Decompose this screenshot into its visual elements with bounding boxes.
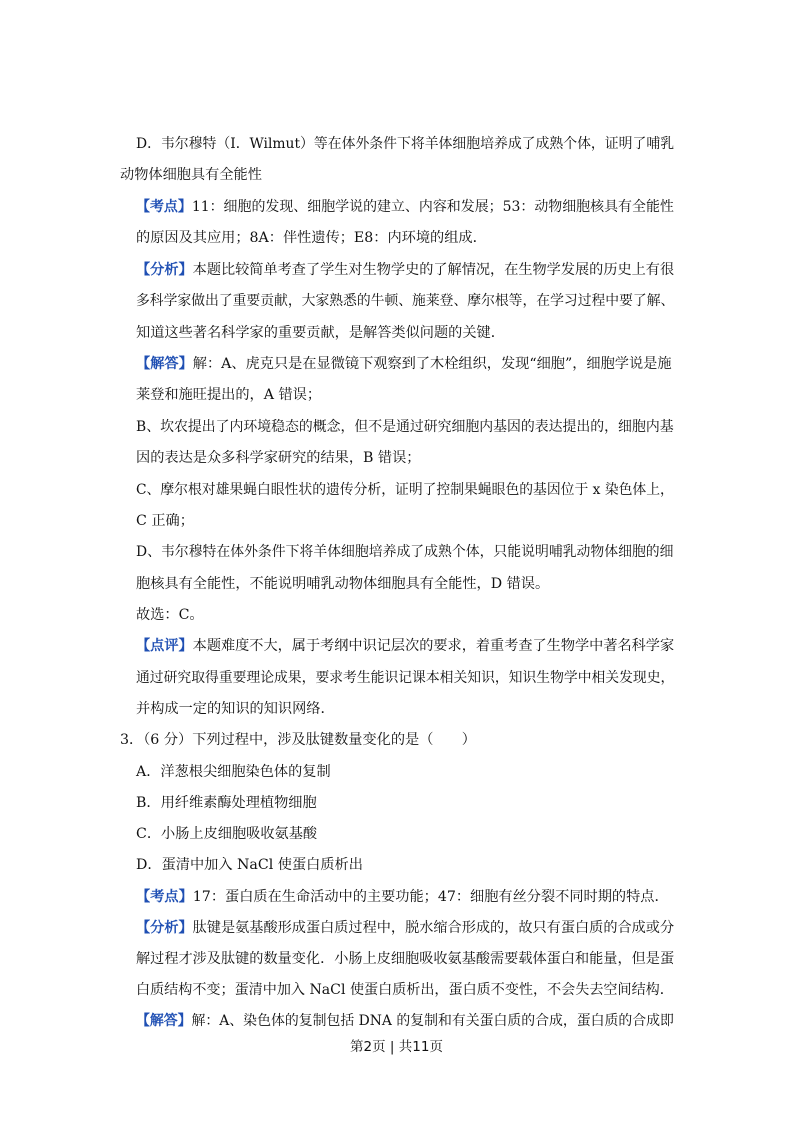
q3-jieda-line-1	[136, 1012, 674, 1030]
jieda-answer: 故选：C。	[136, 607, 204, 623]
kaodian-line-1	[136, 198, 674, 216]
dianping-line-1	[136, 637, 674, 655]
q3-kaodian-tag: 【考点】	[136, 889, 193, 905]
jieda-c-line-1: C、摩尔根对雄果蝇白眼性状的遗传分析，证明了控制果蝇眼色的基因位于 x 染色体上，	[136, 482, 674, 498]
kaodian-tag: 【考点】	[136, 199, 192, 215]
jieda-text: 解：A、虎克只是在显微镜下观察到了木栓组织，发现“细胞”，细胞学说是施	[192, 356, 672, 372]
q3-jieda-text: 解：A、染色体的复制包括 DNA 的复制和有关蛋白质的合成，蛋白质的合成即	[191, 1013, 674, 1029]
jieda-b-line-2: 因的表达是众多科学家研究的结果，B 错误；	[136, 450, 421, 466]
jieda-line-2: 莱登和施旺提出的，A 错误；	[136, 387, 322, 403]
question-3-stem: 3．（6 分）下列过程中，涉及肽键数量变化的是（ ）	[120, 732, 476, 748]
q3-kaodian-text: 17：蛋白质在生命活动中的主要功能；47：细胞有丝分裂不同时期的特点．	[192, 889, 669, 905]
q3-jieda-tag: 【解答】	[136, 1013, 192, 1029]
kaodian-line-2: 的原因及其应用；8A：伴性遗传；E8：内环境的组成．	[136, 230, 487, 246]
dianping-line-3: 并构成一定的知识的知识网络．	[136, 701, 335, 717]
page-footer: 第2页 | 共11页	[350, 1039, 443, 1055]
jieda-tag: 【解答】	[136, 356, 193, 372]
option-d-line-2: 动物体细胞具有全能性	[120, 167, 262, 183]
question-3-option-d: D．蛋清中加入 NaCl 使蛋白质析出	[136, 857, 363, 873]
jieda-line-1	[136, 355, 672, 373]
question-3-option-a: A．洋葱根尖细胞染色体的复制	[136, 764, 331, 780]
dianping-line-2: 通过研究取得重要理论成果，要求考生能识记课本相关知识，知识生物学中相关发现史，	[136, 670, 675, 686]
dianping-tag: 【点评】	[136, 638, 193, 654]
q3-fenxi-line-2: 解过程才涉及肽键的数量变化．小肠上皮细胞吸收氨基酸需要载体蛋白和能量，但是蛋	[136, 951, 675, 967]
fenxi-line-1	[136, 261, 674, 279]
jieda-c-line-2: C 正确；	[136, 513, 194, 529]
fenxi-tag: 【分析】	[136, 262, 193, 278]
jieda-b-line-1: B、坎农提出了内环境稳态的概念，但不是通过研究细胞内基因的表达提出的，细胞内基	[136, 419, 674, 435]
dianping-text: 本题难度不大，属于考纲中识记层次的要求，着重考查了生物学中著名科学家	[192, 638, 675, 654]
question-3-option-c: C．小肠上皮细胞吸收氨基酸	[136, 826, 318, 842]
jieda-d-line-1: D、韦尔穆特在体外条件下将羊体细胞培养成了成熟个体，只能说明哺乳动物体细胞的细	[136, 544, 674, 560]
kaodian-text: 11：细胞的发现、细胞学说的建立、内容和发展；53：动物细胞核具有全能性	[191, 199, 674, 215]
q3-fenxi-text: 肽键是氨基酸形成蛋白质过程中，脱水缩合形成的，故只有蛋白质的合成或分	[192, 920, 675, 936]
q3-fenxi-line-1	[136, 919, 674, 937]
q3-fenxi-line-3: 白质结构不变；蛋清中加入 NaCl 使蛋白质析出，蛋白质不变性，不会失去空间结构．	[136, 982, 674, 998]
option-d-line-1: D．韦尔穆特（I．Wilmut）等在体外条件下将羊体细胞培养成了成熟个体，证明了哺乳	[136, 136, 675, 152]
fenxi-line-3: 知道这些著名科学家的重要贡献，是解答类似问题的关键．	[136, 325, 505, 341]
fenxi-line-2: 多科学家做出了重要贡献，大家熟悉的牛顿、施莱登、摩尔根等，在学习过程中要了解、	[136, 293, 675, 309]
fenxi-text: 本题比较简单考查了学生对生物学史的了解情况，在生物学发展的历史上有很	[192, 262, 675, 278]
q3-fenxi-tag: 【分析】	[136, 920, 193, 936]
question-3-option-b: B．用纤维素酶处理植物细胞	[136, 795, 317, 811]
q3-kaodian-line-1	[136, 888, 669, 906]
jieda-d-line-2: 胞核具有全能性，不能说明哺乳动物体细胞具有全能性，D 错误。	[136, 576, 550, 592]
